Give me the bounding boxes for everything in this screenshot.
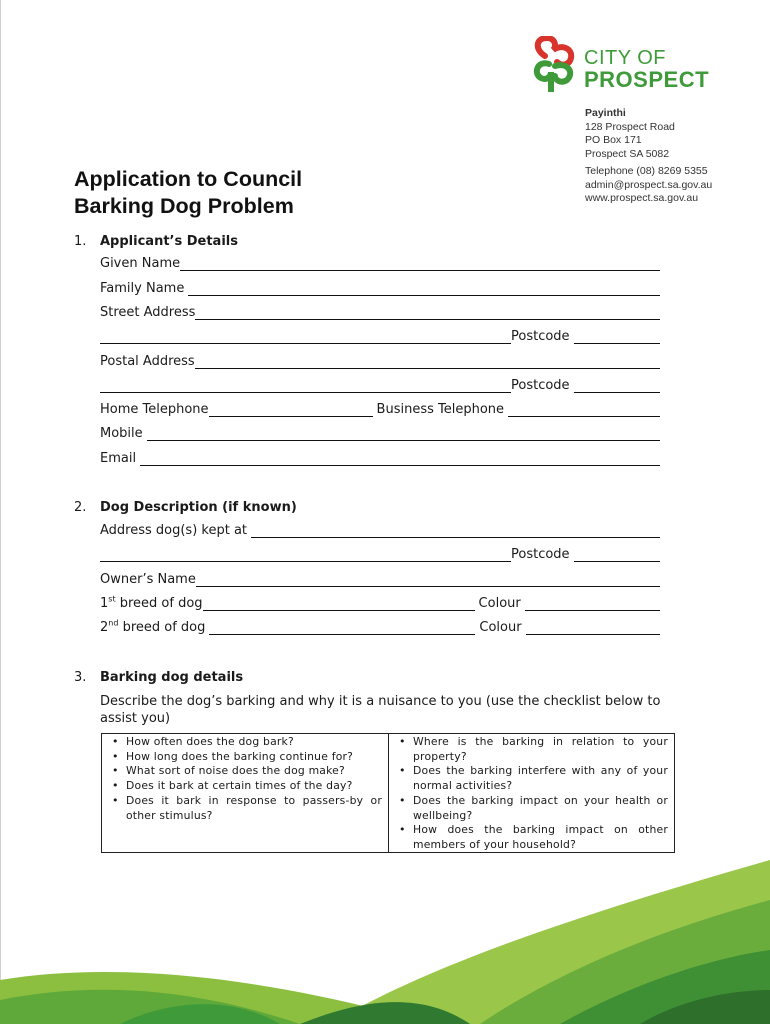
postal-address-line2-row bbox=[100, 377, 660, 395]
postal-address-line2-field[interactable] bbox=[100, 379, 511, 393]
title-line-2: Barking Dog Problem bbox=[74, 194, 294, 218]
street-address-row bbox=[100, 304, 660, 322]
owners-name-label: Owner’s Name bbox=[100, 572, 196, 587]
given-name-row bbox=[100, 255, 660, 273]
home-telephone-label: Home Telephone bbox=[100, 402, 209, 417]
web-line[interactable]: www.prospect.sa.gov.au bbox=[585, 192, 699, 204]
section-1-number: 1. bbox=[74, 234, 87, 249]
home-telephone-field[interactable] bbox=[209, 403, 373, 417]
street-line: 128 Prospect Road bbox=[585, 120, 675, 133]
family-name-field[interactable] bbox=[188, 282, 660, 296]
pobox-line: PO Box 171 bbox=[585, 134, 642, 146]
left-checklist-item: • What sort of noise does the dog make? bbox=[108, 764, 382, 779]
breed-2-label: 2nd breed of dog bbox=[100, 618, 206, 635]
logo-line-1: CITY OF bbox=[584, 47, 667, 69]
telephone-row bbox=[100, 401, 660, 419]
mobile-label: Mobile bbox=[100, 426, 143, 441]
mobile-row bbox=[100, 425, 660, 443]
street-postcode-label: Postcode bbox=[511, 329, 570, 344]
dog-postcode-field[interactable] bbox=[574, 548, 660, 562]
logo-text bbox=[584, 48, 709, 91]
given-name-field[interactable] bbox=[180, 257, 660, 271]
address-kept-row bbox=[100, 522, 660, 540]
page-title bbox=[74, 166, 302, 220]
logo-line-2: PROSPECT bbox=[584, 67, 710, 92]
section-3-number: 3. bbox=[74, 670, 87, 685]
email-field[interactable] bbox=[140, 452, 660, 466]
postal-postcode-label: Postcode bbox=[511, 378, 570, 393]
title-line-1: Application to Council bbox=[74, 167, 303, 191]
left-checklist-item: • Does it bark in response to passers-by or other stimulus? bbox=[108, 794, 382, 823]
barking-description: Describe the dog’s barking and why it is a nuisance to you (use the checklist below to assist you) bbox=[100, 694, 661, 726]
suburb-line: Prospect SA 5082 bbox=[585, 147, 670, 160]
family-name-row bbox=[100, 280, 660, 298]
checklist-right-column bbox=[389, 734, 674, 852]
email-row bbox=[100, 450, 660, 468]
business-telephone-label: Business Telephone bbox=[376, 402, 505, 417]
right-checklist-item: • Where is the barking in relation to your property? bbox=[395, 735, 668, 764]
logo-mark-icon bbox=[531, 36, 579, 92]
email-line[interactable]: admin@prospect.sa.gov.au bbox=[585, 178, 713, 191]
breed-1-field[interactable] bbox=[203, 597, 475, 611]
section-3-heading: Barking dog details bbox=[100, 670, 244, 685]
colour-2-label: Colour bbox=[479, 620, 522, 635]
council-contact-details bbox=[585, 107, 712, 206]
section-1-heading: Applicant’s Details bbox=[100, 234, 238, 249]
colour-1-field[interactable] bbox=[525, 597, 660, 611]
colour-2-field[interactable] bbox=[526, 621, 660, 635]
telephone-line: Telephone (08) 8269 5355 bbox=[585, 165, 708, 177]
business-telephone-field[interactable] bbox=[508, 403, 660, 417]
breed-1-row bbox=[100, 595, 660, 613]
right-checklist-item: • Does the barking impact on your health or wellbeing? bbox=[395, 794, 668, 823]
street-address-line2-row bbox=[100, 328, 660, 346]
address-kept-line2-field[interactable] bbox=[100, 548, 511, 562]
street-address-field[interactable] bbox=[195, 306, 660, 320]
address-kept-field[interactable] bbox=[251, 524, 660, 538]
address-kept-line2-row bbox=[100, 546, 660, 564]
office-name: Payinthi bbox=[585, 107, 626, 119]
postal-address-field[interactable] bbox=[195, 355, 660, 369]
street-address-label: Street Address bbox=[100, 305, 196, 320]
postal-address-row bbox=[100, 353, 660, 371]
street-address-line2-field[interactable] bbox=[100, 330, 511, 344]
colour-1-label: Colour bbox=[478, 596, 521, 611]
street-postcode-field[interactable] bbox=[574, 330, 660, 344]
barking-checklist bbox=[101, 733, 675, 853]
owners-name-field[interactable] bbox=[196, 573, 660, 587]
mobile-field[interactable] bbox=[147, 427, 660, 441]
dog-postcode-label: Postcode bbox=[511, 547, 570, 562]
given-name-label: Given Name bbox=[100, 256, 181, 271]
breed-2-row bbox=[100, 619, 660, 637]
section-2-number: 2. bbox=[74, 500, 87, 515]
email-label: Email bbox=[100, 451, 137, 466]
family-name-label: Family Name bbox=[100, 281, 185, 296]
address-kept-label: Address dog(s) kept at bbox=[100, 523, 248, 538]
breed-1-label: 1st breed of dog bbox=[100, 594, 203, 611]
owners-name-row bbox=[100, 571, 660, 589]
city-of-prospect-logo bbox=[531, 34, 731, 94]
postal-postcode-field[interactable] bbox=[574, 379, 660, 393]
breed-2-field[interactable] bbox=[209, 621, 475, 635]
right-checklist-item: • Does the barking interfere with any of your normal activities? bbox=[395, 764, 668, 793]
left-checklist-item: • How often does the dog bark? bbox=[108, 735, 382, 750]
decorative-green-waves bbox=[0, 860, 770, 1024]
checklist-left-column bbox=[102, 734, 389, 852]
postal-address-label: Postal Address bbox=[100, 354, 195, 369]
left-checklist-item: • How long does the barking continue for? bbox=[108, 750, 382, 765]
left-checklist-item: • Does it bark at certain times of the day? bbox=[108, 779, 382, 794]
section-2-heading: Dog Description (if known) bbox=[100, 500, 297, 515]
right-checklist-item: • How does the barking impact on other members of your household? bbox=[395, 823, 668, 852]
